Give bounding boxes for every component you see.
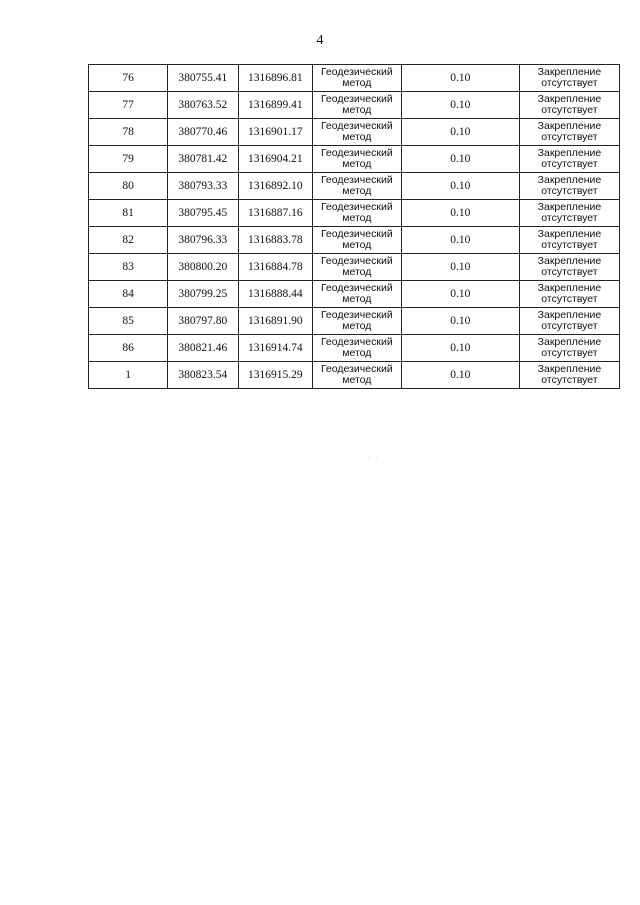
fixing-line-1: Закрепление [537,282,602,294]
x-coordinate-cell: 380823.54 [168,362,238,389]
y-coordinate-cell: 1316888.44 [238,281,312,308]
method-cell [313,65,402,92]
x-coordinate-cell: 380796.33 [168,227,238,254]
method-line-1: Геодезический [320,66,393,78]
point-number-cell: 83 [89,254,168,281]
point-number-cell: 84 [89,281,168,308]
x-coordinate-cell: 380755.41 [168,65,238,92]
method-cell [313,362,402,389]
fixing-cell [519,254,619,281]
method-cell [313,335,402,362]
method-line-2: метод [342,104,372,116]
table-row [89,281,620,308]
precision-cell: 0.10 [401,281,519,308]
fixing-line-1: Закрепление [537,93,602,105]
method-line-1: Геодезический [320,93,393,105]
precision-cell: 0.10 [401,308,519,335]
fixing-line-1: Закрепление [537,201,602,213]
fixing-cell [519,146,619,173]
point-number-cell: 76 [89,65,168,92]
y-coordinate-cell: 1316892.10 [238,173,312,200]
fixing-line-2: отсутствует [541,293,598,305]
table-row [89,254,620,281]
method-line-1: Геодезический [320,255,393,267]
table-row [89,200,620,227]
y-coordinate-cell: 1316896.81 [238,65,312,92]
table-row [89,119,620,146]
method-cell [313,200,402,227]
method-line-2: метод [342,293,372,305]
fixing-line-2: отсутствует [541,212,598,224]
point-number-cell: 80 [89,173,168,200]
fixing-cell [519,65,619,92]
precision-cell: 0.10 [401,92,519,119]
point-number-cell: 86 [89,335,168,362]
y-coordinate-cell: 1316915.29 [238,362,312,389]
precision-cell: 0.10 [401,227,519,254]
method-line-2: метод [342,320,372,332]
method-line-1: Геодезический [320,201,393,213]
fixing-cell [519,335,619,362]
fixing-line-1: Закрепление [537,174,602,186]
table-row [89,92,620,119]
precision-cell: 0.10 [401,254,519,281]
point-number-cell: 81 [89,200,168,227]
precision-cell: 0.10 [401,173,519,200]
method-line-2: метод [342,158,372,170]
point-number-cell: 78 [89,119,168,146]
method-line-1: Геодезический [320,363,393,375]
method-line-2: метод [342,347,372,359]
method-line-2: метод [342,374,372,386]
fixing-line-2: отсутствует [541,347,598,359]
method-cell [313,173,402,200]
method-line-2: метод [342,212,372,224]
x-coordinate-cell: 380800.20 [168,254,238,281]
y-coordinate-cell: 1316884.78 [238,254,312,281]
fixing-line-2: отсутствует [541,104,598,116]
method-cell [313,227,402,254]
method-cell [313,146,402,173]
table-row [89,362,620,389]
y-coordinate-cell: 1316891.90 [238,308,312,335]
y-coordinate-cell: 1316883.78 [238,227,312,254]
x-coordinate-cell: 380821.46 [168,335,238,362]
page-number: 4 [316,33,324,48]
method-line-1: Геодезический [320,147,393,159]
fixing-line-2: отсутствует [541,131,598,143]
fixing-cell [519,92,619,119]
table-row [89,65,620,92]
table-row [89,335,620,362]
method-line-2: метод [342,266,372,278]
table-row [89,227,620,254]
fixing-line-2: отсутствует [541,266,598,278]
method-cell [313,281,402,308]
fixing-line-2: отсутствует [541,320,598,332]
method-line-1: Геодезический [320,282,393,294]
method-cell [313,119,402,146]
method-cell [313,92,402,119]
point-number-cell: 82 [89,227,168,254]
fixing-cell [519,200,619,227]
x-coordinate-cell: 380770.46 [168,119,238,146]
point-number-cell: 1 [89,362,168,389]
coordinates-table-body [89,65,620,389]
method-cell [313,254,402,281]
method-line-2: метод [342,185,372,197]
x-coordinate-cell: 380797.80 [168,308,238,335]
point-number-cell: 79 [89,146,168,173]
fixing-cell [519,227,619,254]
table-row [89,308,620,335]
fixing-cell [519,119,619,146]
method-line-1: Геодезический [320,336,393,348]
fixing-line-2: отсутствует [541,185,598,197]
fixing-line-1: Закрепление [537,255,602,267]
fixing-line-2: отсутствует [541,77,598,89]
x-coordinate-cell: 380793.33 [168,173,238,200]
fixing-cell [519,173,619,200]
fixing-line-1: Закрепление [537,66,602,78]
fixing-line-2: отсутствует [541,158,598,170]
x-coordinate-cell: 380795.45 [168,200,238,227]
precision-cell: 0.10 [401,119,519,146]
precision-cell: 0.10 [401,335,519,362]
point-number-cell: 77 [89,92,168,119]
y-coordinate-cell: 1316901.17 [238,119,312,146]
y-coordinate-cell: 1316887.16 [238,200,312,227]
precision-cell: 0.10 [401,146,519,173]
y-coordinate-cell: 1316904.21 [238,146,312,173]
method-line-1: Геодезический [320,174,393,186]
point-number-cell: 85 [89,308,168,335]
fixing-line-1: Закрепление [537,363,602,375]
fixing-line-1: Закрепление [537,309,602,321]
method-line-1: Геодезический [320,309,393,321]
method-cell [313,308,402,335]
x-coordinate-cell: 380799.25 [168,281,238,308]
x-coordinate-cell: 380763.52 [168,92,238,119]
precision-cell: 0.10 [401,65,519,92]
x-coordinate-cell: 380781.42 [168,146,238,173]
precision-cell: 0.10 [401,200,519,227]
y-coordinate-cell: 1316914.74 [238,335,312,362]
method-line-2: метод [342,131,372,143]
fixing-cell [519,281,619,308]
fixing-line-1: Закрепление [537,336,602,348]
table-row [89,173,620,200]
fixing-line-2: отсутствует [541,239,598,251]
method-line-1: Геодезический [320,228,393,240]
method-line-2: метод [342,77,372,89]
method-line-2: метод [342,239,372,251]
fixing-line-1: Закрепление [537,120,602,132]
y-coordinate-cell: 1316899.41 [238,92,312,119]
coordinates-table [88,64,620,389]
fixing-line-1: Закрепление [537,228,602,240]
fixing-cell [519,362,619,389]
fixing-cell [519,308,619,335]
fixing-line-2: отсутствует [541,374,598,386]
scan-artifact: · · [368,455,380,461]
method-line-1: Геодезический [320,120,393,132]
precision-cell: 0.10 [401,362,519,389]
table-row [89,146,620,173]
fixing-line-1: Закрепление [537,147,602,159]
